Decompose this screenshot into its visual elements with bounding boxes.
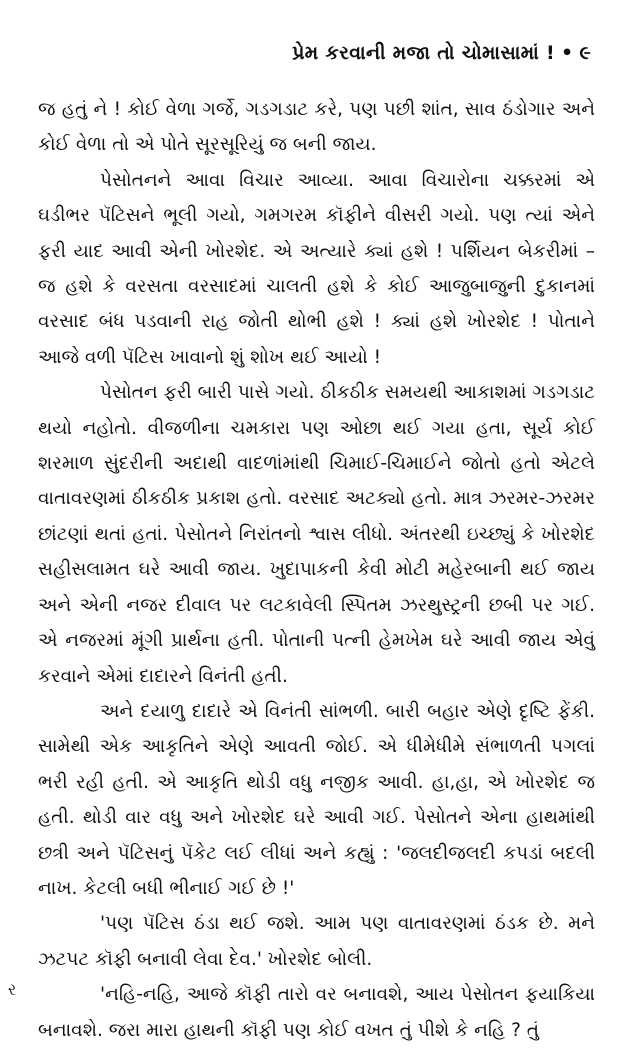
paragraph: પેસોતનને આવા વિચાર આવ્યા. આવા વિચારોના ચક્કરમાં એ ઘડીભર પૅટિસને ભૂલી ગયો, ગમગરમ કૉફીને વીસરી ગયો. પણ ત્યાં એને ફરી યાદ આવી એની ખોરશેદ. એ અત્યારે ક્યાં હશે ! પર્શિયન બેકરીમાં – જ હશે કે વરસતા વરસાદમાં ચાલતી હશે કે કોઈ આજુબાજુની દુકાનમાં વરસાદ બંધ પડવાની રાહ જોતી થોભી હશે ! ક્યાં હશે ખોરશેદ ! પોતાને આજે વળી પૅટિસ ખાવાનો શું શોખ થઈ આયો ! xyxy=(38,169,595,368)
header-bullet: • xyxy=(560,42,574,64)
paragraph: પેસોતન ફરી બારી પાસે ગયો. ઠીકઠીક સમયથી આકાશમાં ગડગડાટ થયો નહોતો. વીજળીના ચમકારા પણ ઓછા થઈ ગયા હતા, સૂર્ય કોઈ શરમાળ સુંદરીની અદાથી વાદળાંમાંથી ચિમાઈ-ચિમાઈને જોતો હતો એટલે વાતાવરણમાં ઠીકઠીક પ્રકાશ હતો. વરસાદ અટક્યો હતો. માત્ર ઝરમર-ઝરમર છાંટણાં થતાં હતાં. પેસોતને નિરાંતનો શ્વાસ લીધો. અંતરથી ઇચ્છ્યું કે ખોરશેદ સહીસલામત ઘરે આવી જાય. ખુદાપાકની કેવી મોટી મહેરબાની થઈ જાય અને એની નજર દીવાલ પર લટકાવેલી સ્પિતમ ઝરથુસ્ટ્રની છબી પર ગઈ. એ નજરમાં મૂંગી પ્રાર્થના હતી. પોતાની પત્ની હેમખેમ ઘરે આવી જાય એવું કરવાને એમાં દાદારને વિનંતી હતી. xyxy=(38,382,595,687)
chapter-title: પ્રેમ કરવાની મજા તો ચોમાસામાં ! xyxy=(292,42,555,64)
paragraph: જ હતું ને ! કોઈ વેળા ગર્જે, ગડગડાટ કરે, પણ પછી શાંત, સાવ ઠંડોગાર અને કોઈ વેળા તો એ પોતે સૂરસૂરિયું જ બની જાય. xyxy=(38,99,595,156)
page-number: ૯ xyxy=(579,42,591,64)
margin-mark: ર xyxy=(8,980,17,999)
paragraph: 'પણ પૅટિસ ઠંડા થઈ જશે. આમ પણ વાતાવરણમાં ઠંડક છે. મને ઝટપટ કૉફી બનાવી લેવા દેવ.' ખોરશેદ બોલી. xyxy=(38,913,595,970)
paragraph: 'નહિ-નહિ, આજે કૉફી તારો વર બનાવશે, આય પેસોતન ફયાકિયા બનાવશે. જરા મારા હાથની કૉફી પણ કોઈ વખત તું પીશે કે નહિ ? તું xyxy=(38,984,595,1041)
paragraph: અને દયાળુ દાદારે એ વિનંતી સાંભળી. બારી બહાર એણે દૃષ્ટિ ફેંકી. સામેથી એક આકૃતિને એણે આવતી જોઈ. એ ધીમેધીમે સંભાળતી પગલાં ભરી રહી હતી. એ આકૃતિ થોડી વધુ નજીક આવી. હા,હા, એ ખોરશેદ જ હતી. થોડી વાર વધુ અને ખોરશેદ ઘરે આવી ગઈ. પેસોતને એના હાથમાંથી છત્રી અને પૅટિસનું પૅકેટ લઈ લીધાં અને કહ્યું : 'જલદીજલદી કપડાં બદલી નાખ. કેટલી બધી ભીનાઈ ગઈ છે !' xyxy=(38,700,595,899)
page-body xyxy=(38,92,595,1048)
running-header xyxy=(36,42,591,64)
